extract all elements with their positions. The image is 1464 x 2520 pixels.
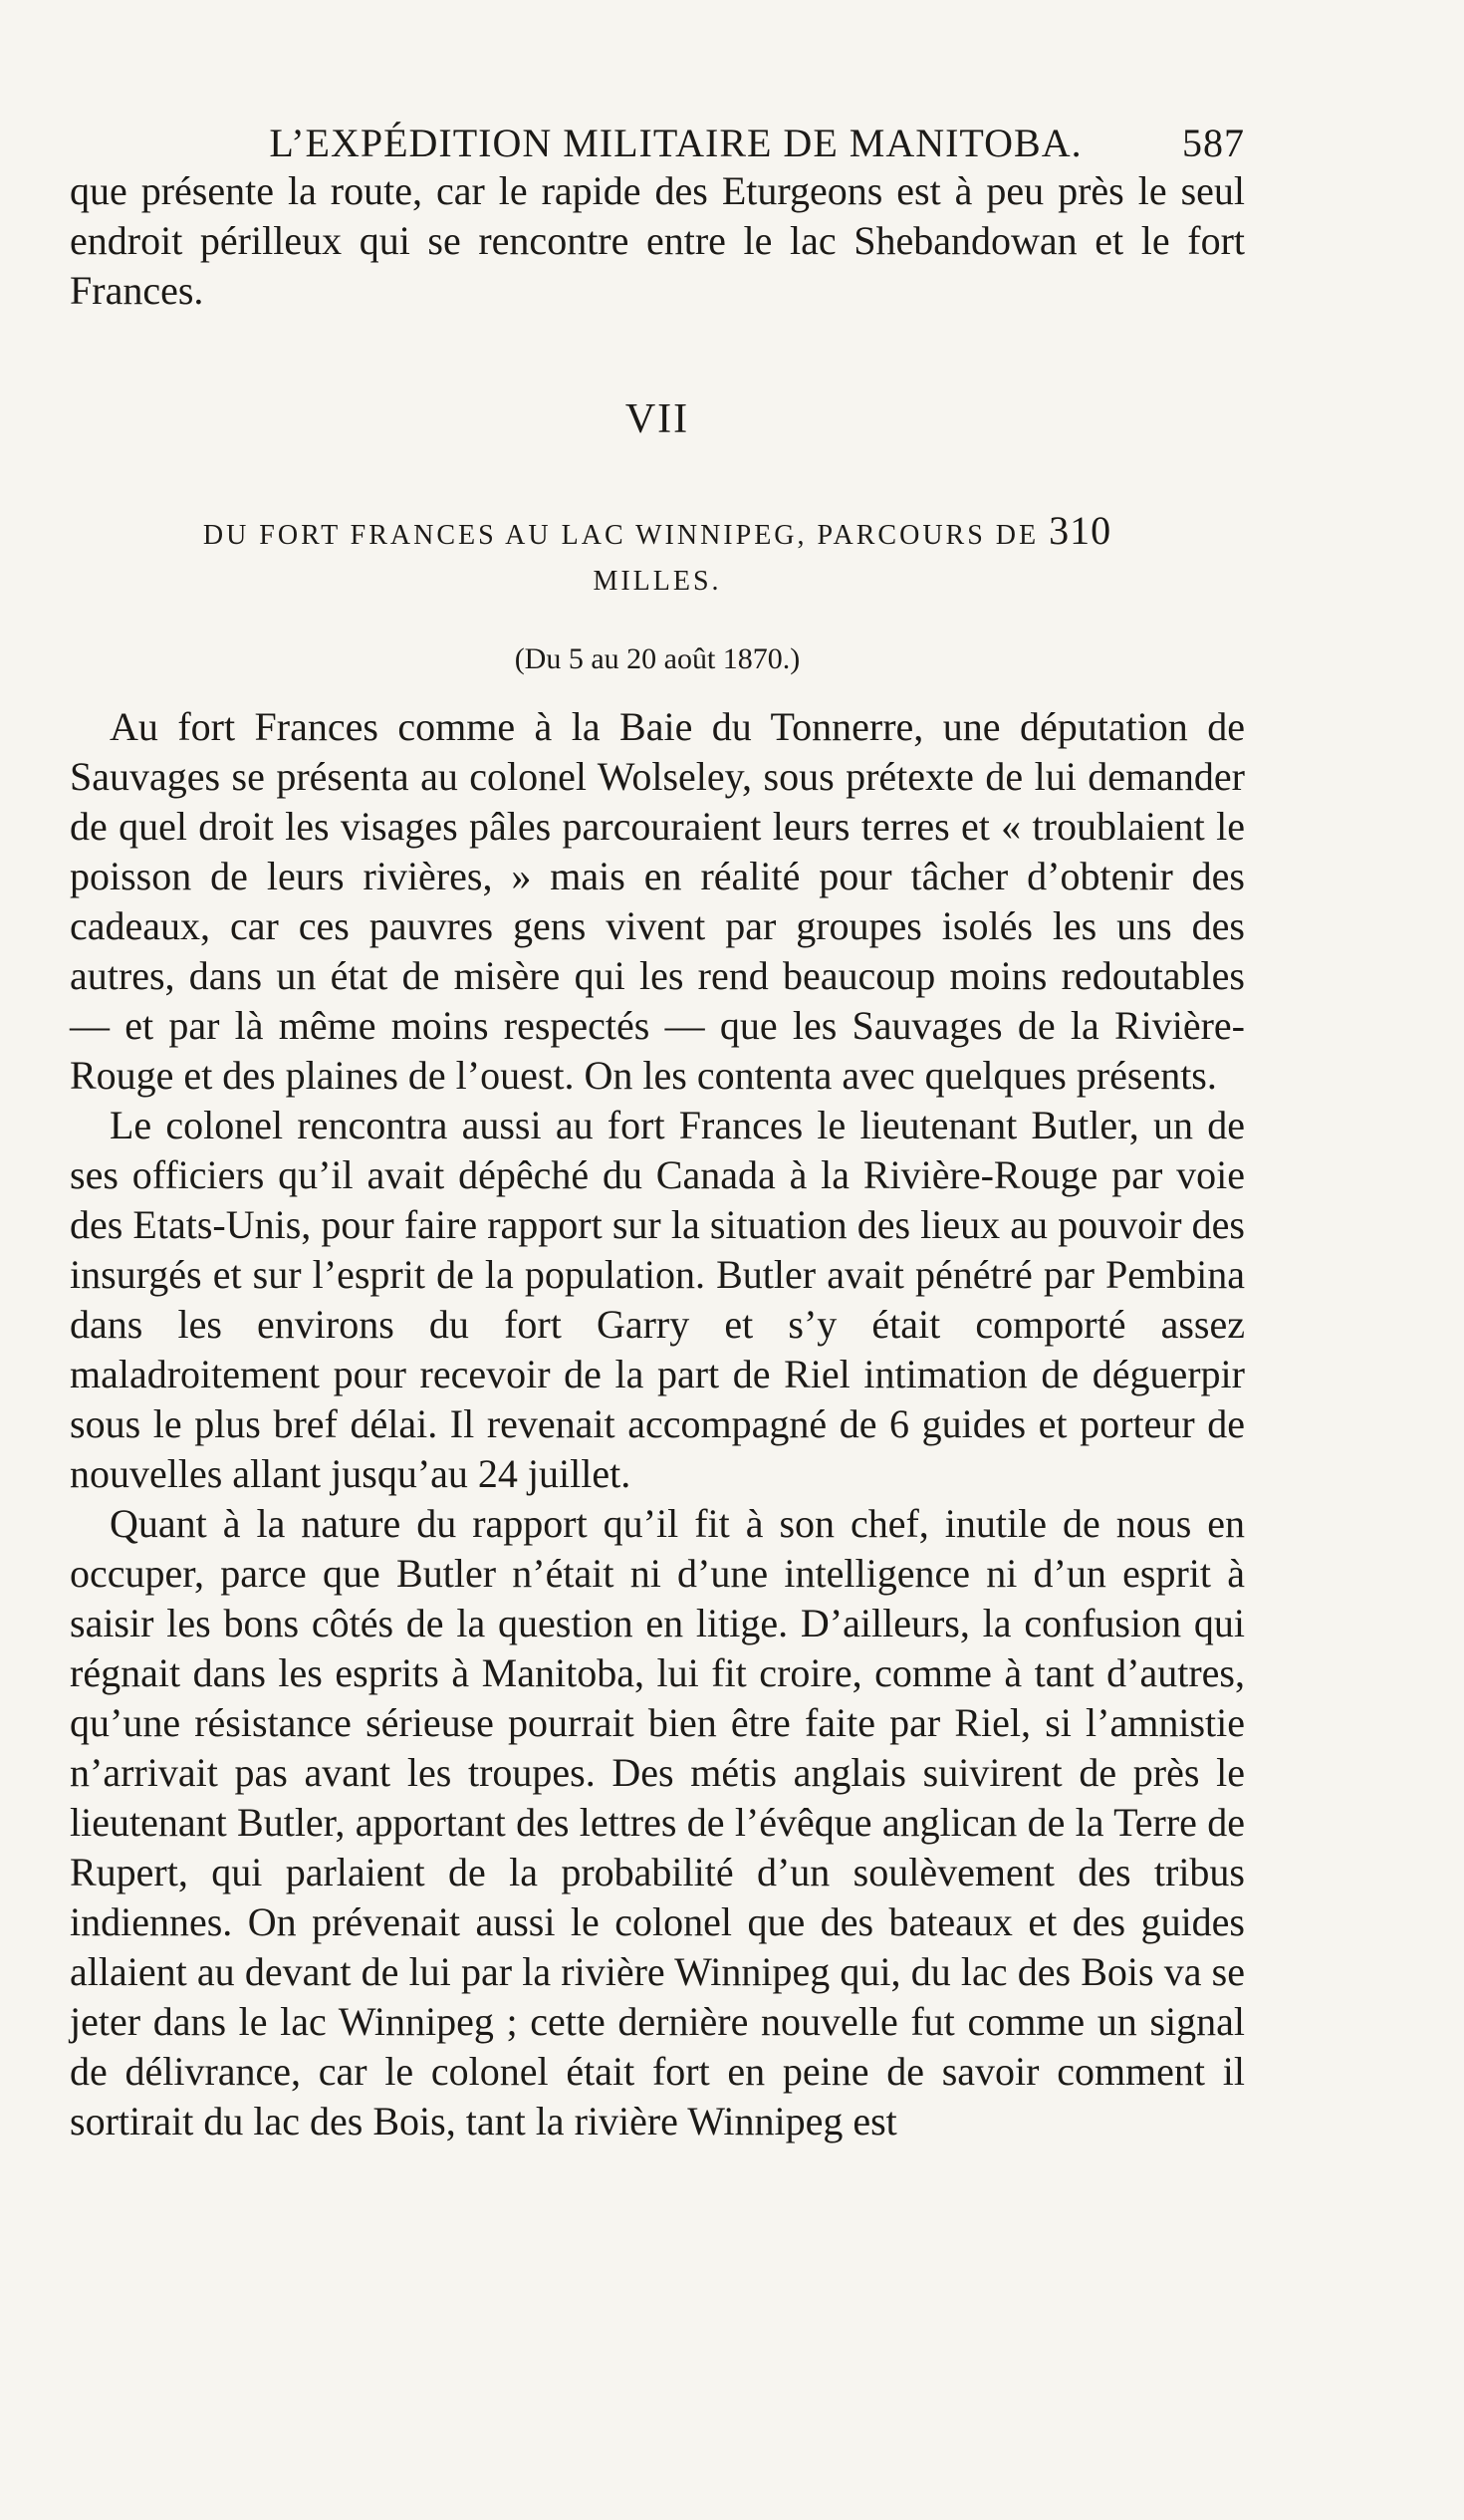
paragraph-2: Le colonel rencontra aussi au fort Frances le lieutenant Butler, un de ses officiers qu’il avait dépêché du Canada à la Rivière-Rouge par voie des Etats-Unis, pour faire rapport sur la situation des lieux au pouvoir des insurgés et sur l’esprit de la population. Butler avait pénétré par Pembina dans les environs du fort Garry et s’y était comporté assez maladroitement pour recevoir de la part de Riel intimation de déguerpir sous le plus bref délai. Il revenait accompagné de 6 guides et porteur de nouvelles allant jusqu’au 24 juillet.	[70, 1103, 1245, 1496]
page-header	[70, 120, 1245, 166]
paragraph-1: Au fort Frances comme à la Baie du Tonnerre, une députation de Sauvages se présenta au colonel Wolseley, sous prétexte de lui demander de quel droit les visages pâles parcouraient leurs terres et « troublaient le poisson de leurs rivières, » mais en réalité pour tâcher d’obtenir des cadeaux, car ces pauvres gens vivent par groupes isolés les uns des autres, dans un état de misère qui les rend beaucoup moins redoutables — et par là même moins respectés — que les Sauvages de la Rivière-Rouge et des plaines de l’ouest. On les contenta avec quelques présents.	[70, 704, 1245, 1098]
chapter-title-number: 310	[1049, 508, 1112, 553]
opening-paragraph: que présente la route, car le rapide des Eturgeons est à peu près le seul endroit périlleux qui se rencontre entre le lac Shebandowan et le fort Frances.	[70, 168, 1245, 313]
running-title: L’EXPÉDITION MILITAIRE DE MANITOBA.	[269, 121, 1083, 165]
paragraph-3: Quant à la nature du rapport qu’il fit à son chef, inutile de nous en occuper, parce que Butler n’était ni d’une intelligence ni d’un esprit à saisir les bons côtés de la question en litige. D’ailleurs, la confusion qui régnait dans les esprits à Manitoba, lui fit croire, comme à tant d’autres, qu’une résistance sérieuse pourrait bien être faite par Riel, si l’amnistie n’arrivait pas avant les troupes. Des métis anglais suivirent de près le lieutenant Butler, apportant des lettres de l’évêque anglican de la Terre de Rupert, qui parlaient de la probabilité d’un soulèvement des tribus indiennes. On prévenait aussi le colonel que des bateaux et des guides allaient au devant de lui par la rivière Winnipeg qui, du lac des Bois va se jeter dans le lac Winnipeg ; cette dernière nouvelle fut comme un signal de délivrance, car le colonel était fort en peine de savoir comment il sortirait du lac des Bois, tant la rivière Winnipeg est	[70, 1501, 1245, 2143]
page-number: 587	[1182, 121, 1245, 165]
chapter-dates: (Du 5 au 20 août 1870.)	[514, 642, 801, 675]
chapter-title-text: DU FORT FRANCES AU LAC WINNIPEG, PARCOURS DE	[202, 520, 1040, 551]
chapter-title-end: MILLES.	[593, 566, 722, 597]
chapter-title	[70, 508, 1245, 605]
chapter-number: VII	[624, 396, 690, 442]
page	[70, 120, 1245, 2146]
